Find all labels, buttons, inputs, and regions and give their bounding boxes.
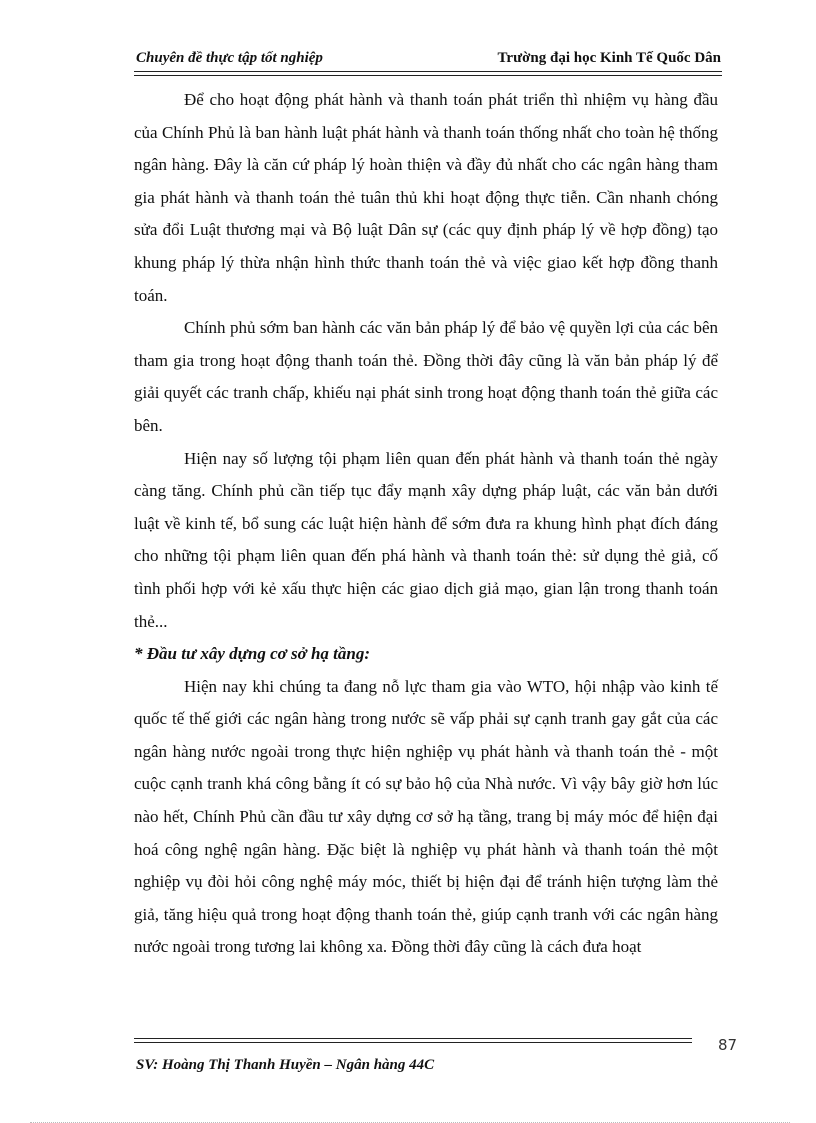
page-number: 87 [718,1036,738,1054]
footer-author: SV: Hoàng Thị Thanh Huyền – Ngân hàng 44C [136,1057,435,1073]
footer-rule-bottom [134,1042,692,1043]
header-university: Trường đại học Kinh Tế Quốc Dân [497,50,721,66]
header-course-title: Chuyên đề thực tập tốt nghiệp [136,50,323,66]
header-rule-bottom [134,75,722,76]
paragraph-legal-protection: Chính phủ sớm ban hành các văn bản pháp lý để bảo vệ quyền lợi của các bên tham gia trong hoạt động thanh toán thẻ. Đồng thời đây cũng là văn bản pháp lý để giải quyết các tranh chấp, khiếu nại phát sinh trong hoạt động thanh toán thẻ giữa các bên. [134,318,718,435]
footer-rule-top [134,1038,692,1039]
header-rule-top [134,71,722,72]
paragraph-infrastructure: Hiện nay khi chúng ta đang nỗ lực tham gia vào WTO, hội nhập vào kinh tế quốc tế thế giới các ngân hàng trong nước sẽ vấp phải sự cạnh tranh gay gắt của các ngân hàng nước ngoài trong thực hiện nghiệp vụ phát hành và thanh toán thẻ - một cuộc cạnh tranh khá công bằng ít có sự bảo hộ của Nhà nước. Vì vậy bây giờ hơn lúc nào hết, Chính Phủ cần đầu tư xây dựng cơ sở hạ tầng, trang bị máy móc để hiện đại hoá công nghệ ngân hàng. Đặc biệt là nghiệp vụ phát hành và thanh toán thẻ một nghiệp vụ đòi hỏi công nghệ máy móc, thiết bị hiện đại để tránh hiện tượng làm thẻ giả, tăng hiệu quả trong hoạt động thanh toán thẻ, giúp cạnh tranh với các ngân hàng nước ngoài trong tương lai không xa. Đồng thời đây cũng là cách đưa hoạt [134,676,718,957]
section-subheading: * Đầu tư xây dựng cơ sở hạ tầng: [134,644,371,664]
paragraph-card-crime: Hiện nay số lượng tội phạm liên quan đến phát hành và thanh toán thẻ ngày càng tăng. Chính phủ cần tiếp tục đẩy mạnh xây dựng pháp luật, các văn bản dưới luật về kinh tế, bổ sung các luật hiện hành để sớm đưa ra khung hình phạt đích đáng cho những tội phạm liên quan đến phá hành và thanh toán thẻ: sử dụng thẻ giả, cố tình phối hợp với kẻ xấu thực hiện các giao dịch giả mạo, gian lận trong thanh toán thẻ... [134,448,718,631]
paragraph-legal-framework: Để cho hoạt động phát hành và thanh toán phát triển thì nhiệm vụ hàng đầu của Chính Phủ là ban hành luật phát hành và thanh toán thống nhất cho toàn hệ thống ngân hàng. Đây là căn cứ pháp lý hoàn thiện và đầy đủ nhất cho các ngân hàng tham gia phát hành và thanh toán thẻ tuân thủ khi hoạt động thực tiễn. Cần nhanh chóng sửa đổi Luật thương mại và Bộ luật Dân sự (các quy định pháp lý về hợp đồng) tạo khung pháp lý thừa nhận hình thức thanh toán thẻ và việc giao kết hợp đồng thanh toán. [134,90,718,305]
main-body-text [134,84,718,964]
